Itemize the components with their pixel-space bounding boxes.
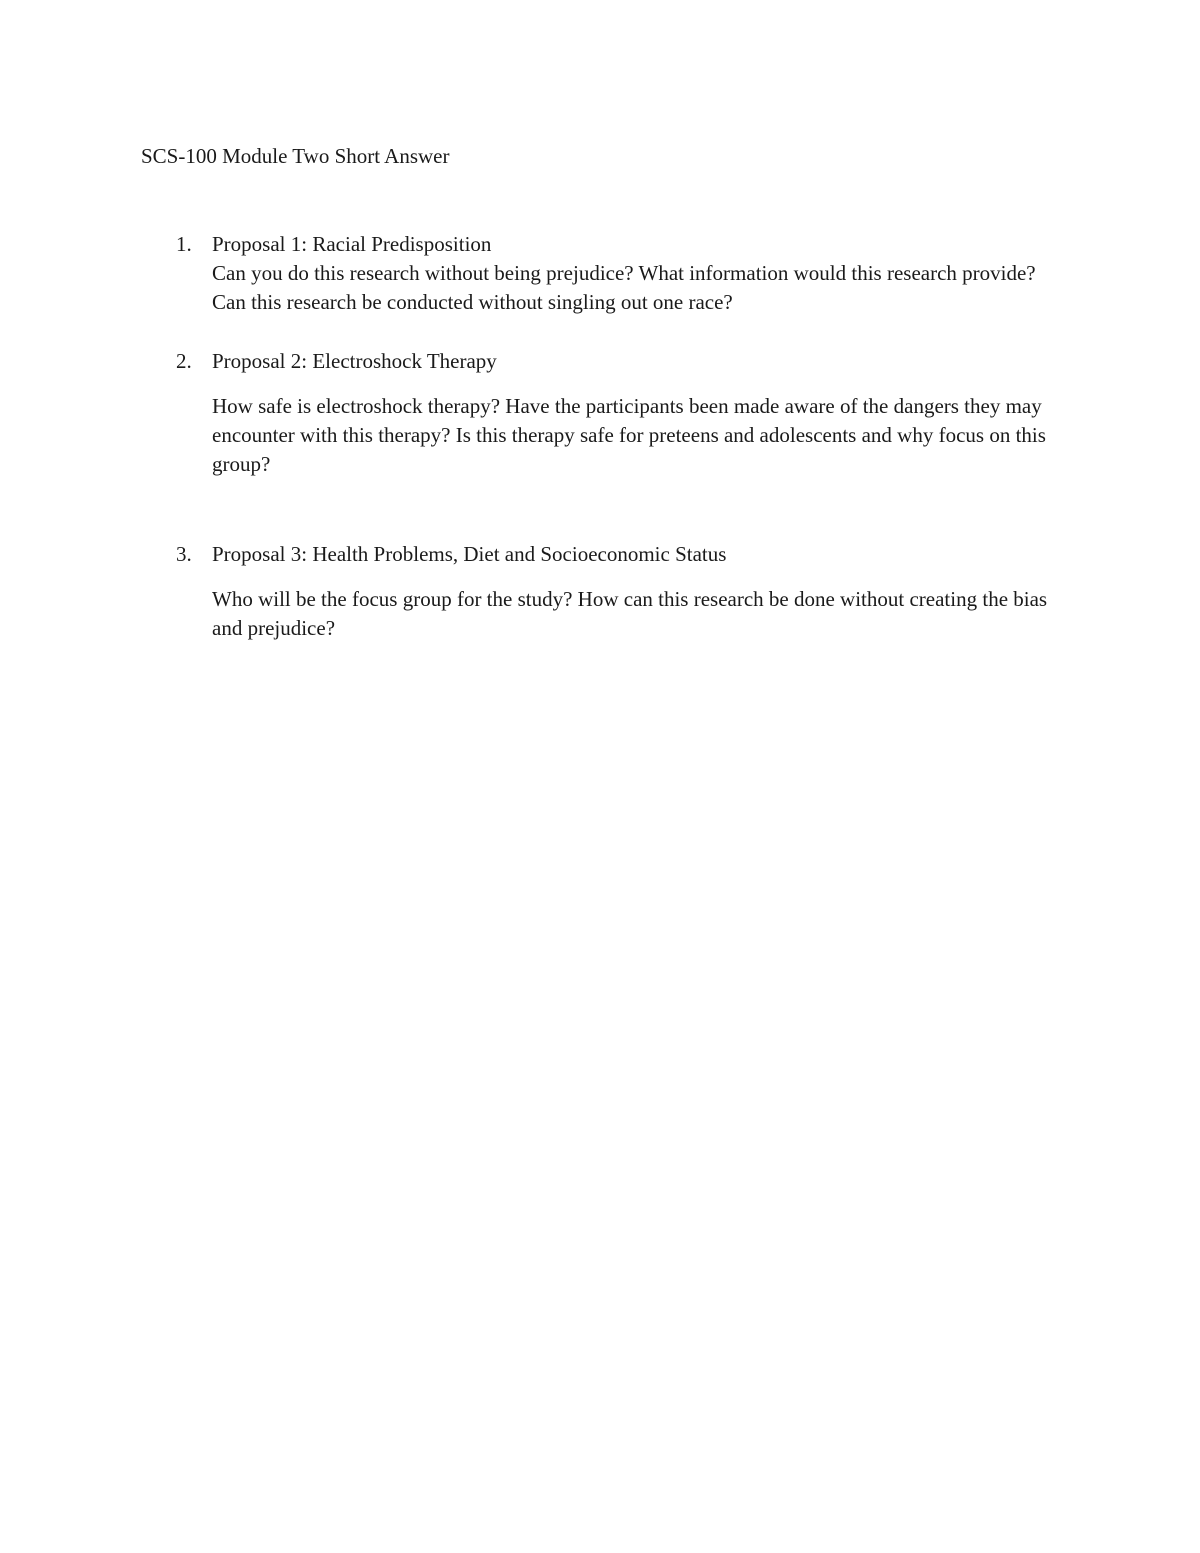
list-item-number: 1.	[176, 232, 192, 256]
list-item-body	[212, 540, 1062, 643]
proposal-questions: How safe is electroshock therapy? Have the participants been made aware of the dangers they may encounter with this therapy? Is this therapy safe for preteens and adolescents and why focus on this group?	[212, 394, 1046, 476]
proposal-questions: Can you do this research without being prejudice? What information would this research provide? Can this research be conducted without singling out one race?	[212, 261, 1036, 314]
proposal-heading: Proposal 2: Electroshock Therapy	[212, 349, 497, 373]
list-item-body	[212, 347, 1062, 479]
list-item-body	[212, 230, 1062, 317]
proposal-heading: Proposal 1: Racial Predisposition	[212, 232, 492, 256]
list-item-number: 3.	[176, 542, 192, 566]
proposal-questions: Who will be the focus group for the study? How can this research be done without creating the bias and prejudice?	[212, 587, 1048, 640]
document-title: SCS-100 Module Two Short Answer	[141, 144, 450, 168]
proposal-heading: Proposal 3: Health Problems, Diet and Socioeconomic Status	[212, 542, 727, 566]
list-item-number: 2.	[176, 349, 192, 373]
